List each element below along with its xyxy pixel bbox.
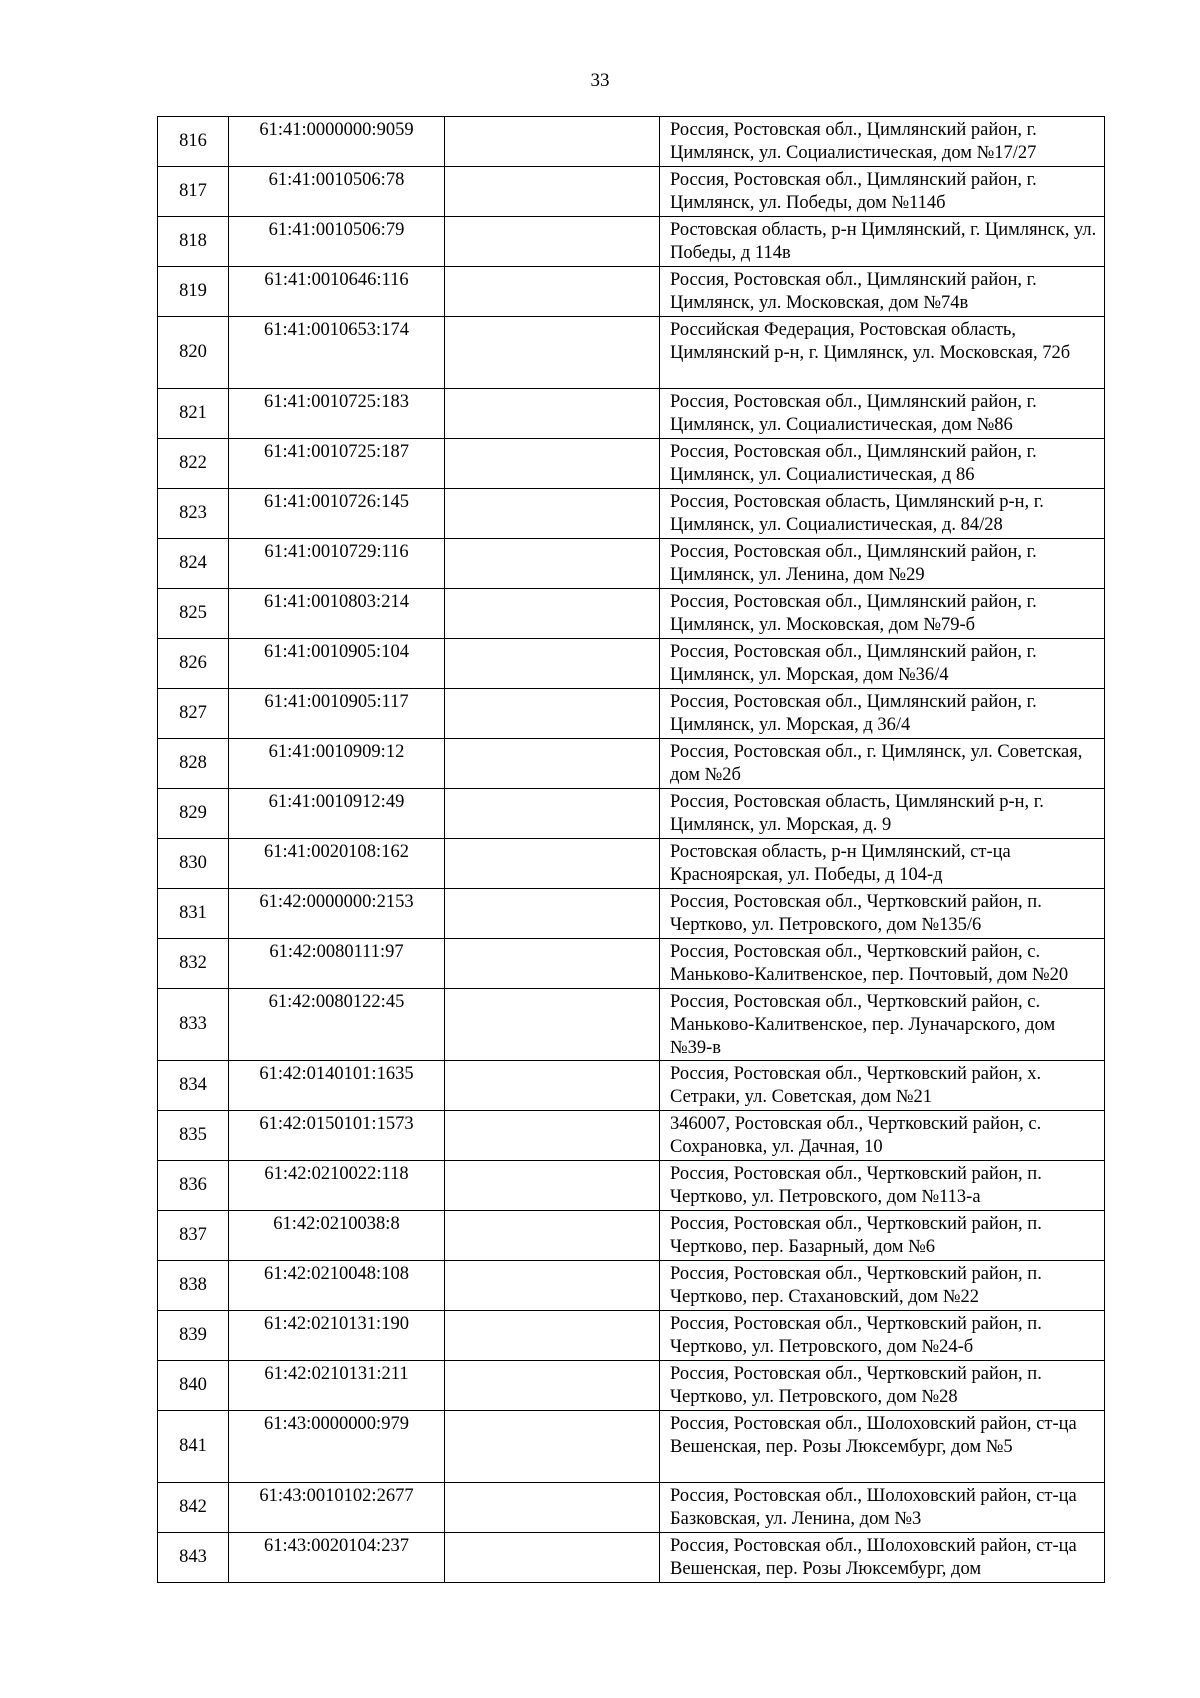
cadastral-number-cell	[229, 1311, 445, 1361]
cadastral-number-text: 61:42:0210022:118	[264, 1164, 409, 1184]
empty-cell	[445, 317, 660, 389]
row-number-cell	[158, 1161, 229, 1211]
row-number-cell	[158, 739, 229, 789]
row-number-text: 833	[179, 1013, 207, 1034]
table-row	[158, 989, 1105, 1061]
address-cell	[660, 1533, 1105, 1583]
cadastral-number-text: 61:41:0010725:187	[264, 442, 409, 462]
table-row	[158, 739, 1105, 789]
empty-cell	[445, 1361, 660, 1411]
address-text: Россия, Ростовская обл., Чертковский район, п. Чертково, ул. Петровского, дом №135/6	[670, 892, 1042, 935]
empty-cell	[445, 989, 660, 1061]
cadastral-number-cell	[229, 789, 445, 839]
table-row	[158, 167, 1105, 217]
cadastral-number-cell	[229, 167, 445, 217]
table-row	[158, 789, 1105, 839]
cadastral-number-cell	[229, 739, 445, 789]
row-number-cell	[158, 939, 229, 989]
cadastral-number-text: 61:43:0010102:2677	[259, 1486, 414, 1506]
table-row	[158, 439, 1105, 489]
address-text: Россия, Ростовская обл., Цимлянский район, г. Цимлянск, ул. Социалистическая, дом №86	[670, 392, 1037, 435]
cadastral-number-text: 61:42:0210048:108	[264, 1264, 409, 1284]
address-text: Россия, Ростовская обл., Цимлянский район, г. Цимлянск, ул. Московская, дом №79-б	[670, 592, 1037, 635]
cadastral-number-cell	[229, 1211, 445, 1261]
empty-cell	[445, 589, 660, 639]
cadastral-number-cell	[229, 589, 445, 639]
row-number-text: 830	[179, 852, 207, 873]
cadastral-number-cell	[229, 689, 445, 739]
empty-cell	[445, 889, 660, 939]
row-number-text: 841	[179, 1435, 207, 1456]
address-text: Россия, Ростовская обл., Шолоховский район, ст-ца Вешенская, пер. Розы Люксембург, дом	[670, 1536, 1077, 1579]
address-cell	[660, 1311, 1105, 1361]
table-row	[158, 1411, 1105, 1483]
table-row	[158, 267, 1105, 317]
cadastral-number-text: 61:41:0010909:12	[268, 742, 405, 762]
address-text: Россия, Ростовская обл., Чертковский район, п. Чертково, пер. Базарный, дом №6	[670, 1214, 1042, 1257]
address-text: Россия, Ростовская область, Цимлянский р-н, г. Цимлянск, ул. Социалистическая, д. 84/28	[670, 492, 1044, 535]
table-row	[158, 1361, 1105, 1411]
cadastral-number-text: 61:41:0010905:104	[264, 642, 409, 662]
cadastral-number-cell	[229, 1483, 445, 1533]
row-number-text: 822	[179, 452, 207, 473]
cadastral-number-text: 61:42:0080111:97	[269, 942, 404, 962]
row-number-text: 818	[179, 230, 207, 251]
row-number-text: 821	[179, 402, 207, 423]
address-cell	[660, 689, 1105, 739]
table-row	[158, 1261, 1105, 1311]
address-text: Россия, Ростовская обл., г. Цимлянск, ул. Советская, дом №2б	[670, 742, 1083, 785]
address-text: Россия, Ростовская обл., Цимлянский район, г. Цимлянск, ул. Победы, дом №114б	[670, 170, 1037, 213]
empty-cell	[445, 639, 660, 689]
empty-cell	[445, 839, 660, 889]
row-number-cell	[158, 167, 229, 217]
empty-cell	[445, 1111, 660, 1161]
cadastral-number-text: 61:42:0080122:45	[268, 992, 405, 1012]
table-row	[158, 489, 1105, 539]
address-cell	[660, 739, 1105, 789]
cadastral-number-text: 61:41:0010905:117	[264, 692, 409, 712]
cadastral-number-cell	[229, 939, 445, 989]
cadastral-number-cell	[229, 439, 445, 489]
row-number-text: 823	[179, 502, 207, 523]
address-cell	[660, 539, 1105, 589]
address-text: Россия, Ростовская обл., Чертковский район, п. Чертково, ул. Петровского, дом №24-б	[670, 1314, 1042, 1357]
cadastral-number-cell	[229, 1161, 445, 1211]
cadastral-number-text: 61:41:0010725:183	[264, 392, 409, 412]
property-table	[157, 116, 1105, 1583]
cadastral-number-text: 61:41:0010912:49	[268, 792, 405, 812]
row-number-text: 819	[179, 280, 207, 301]
row-number-cell	[158, 639, 229, 689]
address-text: Россия, Ростовская обл., Цимлянский район, г. Цимлянск, ул. Социалистическая, дом №17/27	[670, 120, 1037, 163]
row-number-text: 824	[179, 552, 207, 573]
cadastral-number-text: 61:42:0210131:190	[264, 1314, 409, 1334]
row-number-cell	[158, 1483, 229, 1533]
address-cell	[660, 217, 1105, 267]
address-text: Россия, Ростовская обл., Чертковский район, п. Чертково, пер. Стахановский, дом №22	[670, 1264, 1042, 1307]
cadastral-number-cell	[229, 489, 445, 539]
address-cell	[660, 439, 1105, 489]
empty-cell	[445, 1261, 660, 1311]
row-number-text: 817	[179, 180, 207, 201]
address-text: Россия, Ростовская обл., Цимлянский район, г. Цимлянск, ул. Ленина, дом №29	[670, 542, 1037, 585]
row-number-cell	[158, 317, 229, 389]
cadastral-number-cell	[229, 267, 445, 317]
row-number-text: 837	[179, 1224, 207, 1245]
empty-cell	[445, 689, 660, 739]
table-row	[158, 389, 1105, 439]
table-row	[158, 1111, 1105, 1161]
cadastral-number-text: 61:42:0000000:2153	[259, 892, 414, 912]
address-text: Россия, Ростовская обл., Шолоховский район, ст-ца Вешенская, пер. Розы Люксембург, дом №5	[670, 1414, 1077, 1457]
address-cell	[660, 1483, 1105, 1533]
table-row	[158, 1161, 1105, 1211]
row-number-text: 820	[179, 341, 207, 362]
cadastral-number-text: 61:41:0010653:174	[264, 320, 409, 340]
row-number-cell	[158, 1311, 229, 1361]
table-row	[158, 589, 1105, 639]
address-cell	[660, 389, 1105, 439]
address-cell	[660, 889, 1105, 939]
row-number-text: 825	[179, 602, 207, 623]
table-body	[158, 117, 1105, 1583]
address-cell	[660, 267, 1105, 317]
row-number-text: 827	[179, 702, 207, 723]
cadastral-number-cell	[229, 639, 445, 689]
empty-cell	[445, 489, 660, 539]
address-text: Россия, Ростовская обл., Чертковский район, п. Чертково, ул. Петровского, дом №28	[670, 1364, 1042, 1407]
address-text: Россия, Ростовская обл., Шолоховский район, ст-ца Базковская, ул. Ленина, дом №3	[670, 1486, 1077, 1529]
cadastral-number-cell	[229, 1361, 445, 1411]
address-text: Российская Федерация, Ростовская область, Цимлянский р-н, г. Цимлянск, ул. Московская, 72б	[670, 320, 1071, 363]
table-row	[158, 1061, 1105, 1111]
address-text: Россия, Ростовская обл., Чертковский район, с. Маньково-Калитвенское, пер. Почтовый, дом №20	[670, 942, 1069, 985]
row-number-cell	[158, 439, 229, 489]
address-text: Ростовская область, р-н Цимлянский, г. Цимлянск, ул. Победы, д 114в	[670, 220, 1097, 263]
row-number-cell	[158, 1261, 229, 1311]
row-number-cell	[158, 839, 229, 889]
address-text: Россия, Ростовская область, Цимлянский р-н, г. Цимлянск, ул. Морская, д. 9	[670, 792, 1044, 835]
cadastral-number-text: 61:42:0210038:8	[273, 1214, 400, 1234]
address-cell	[660, 1161, 1105, 1211]
row-number-cell	[158, 117, 229, 167]
row-number-text: 829	[179, 802, 207, 823]
empty-cell	[445, 739, 660, 789]
table-row	[158, 639, 1105, 689]
address-cell	[660, 789, 1105, 839]
address-text: 346007, Ростовская обл., Чертковский район, с. Сохрановка, ул. Дачная, 10	[670, 1114, 1042, 1157]
address-cell	[660, 639, 1105, 689]
row-number-text: 838	[179, 1274, 207, 1295]
table-row	[158, 317, 1105, 389]
empty-cell	[445, 789, 660, 839]
address-cell	[660, 117, 1105, 167]
cadastral-number-cell	[229, 1111, 445, 1161]
address-text: Россия, Ростовская обл., Цимлянский район, г. Цимлянск, ул. Морская, дом №36/4	[670, 642, 1037, 685]
row-number-text: 843	[179, 1546, 207, 1567]
table-row	[158, 117, 1105, 167]
row-number-cell	[158, 1533, 229, 1583]
row-number-text: 839	[179, 1324, 207, 1345]
cadastral-number-text: 61:43:0020104:237	[264, 1536, 409, 1556]
address-text: Россия, Ростовская обл., Цимлянский район, г. Цимлянск, ул. Морская, д 36/4	[670, 692, 1037, 735]
address-cell	[660, 1411, 1105, 1483]
address-cell	[660, 1261, 1105, 1311]
address-text: Россия, Ростовская обл., Чертковский район, п. Чертково, ул. Петровского, дом №113-а	[670, 1164, 1042, 1207]
address-text: Россия, Ростовская обл., Цимлянский район, г. Цимлянск, ул. Московская, дом №74в	[670, 270, 1037, 313]
row-number-text: 832	[179, 952, 207, 973]
cadastral-number-text: 61:43:0000000:979	[264, 1414, 409, 1434]
cadastral-number-cell	[229, 317, 445, 389]
empty-cell	[445, 539, 660, 589]
row-number-cell	[158, 1361, 229, 1411]
address-cell	[660, 1111, 1105, 1161]
address-text: Ростовская область, р-н Цимлянский, ст-ца Красноярская, ул. Победы, д 104-д	[670, 842, 1011, 885]
address-cell	[660, 939, 1105, 989]
empty-cell	[445, 167, 660, 217]
address-cell	[660, 317, 1105, 389]
row-number-text: 840	[179, 1374, 207, 1395]
empty-cell	[445, 117, 660, 167]
empty-cell	[445, 267, 660, 317]
row-number-cell	[158, 489, 229, 539]
table-row	[158, 539, 1105, 589]
cadastral-number-text: 61:42:0210131:211	[264, 1364, 409, 1384]
row-number-text: 835	[179, 1124, 207, 1145]
row-number-cell	[158, 989, 229, 1061]
empty-cell	[445, 389, 660, 439]
address-cell	[660, 1211, 1105, 1261]
empty-cell	[445, 217, 660, 267]
empty-cell	[445, 1483, 660, 1533]
cadastral-number-cell	[229, 839, 445, 889]
cadastral-number-cell	[229, 539, 445, 589]
cadastral-number-cell	[229, 1261, 445, 1311]
page-number: 33	[590, 70, 610, 91]
cadastral-number-text: 61:42:0150101:1573	[259, 1114, 414, 1134]
table-row	[158, 1483, 1105, 1533]
address-text: Россия, Ростовская обл., Цимлянский район, г. Цимлянск, ул. Социалистическая, д 86	[670, 442, 1037, 485]
row-number-cell	[158, 1061, 229, 1111]
address-cell	[660, 839, 1105, 889]
row-number-text: 831	[179, 902, 207, 923]
address-cell	[660, 1061, 1105, 1111]
cadastral-number-text: 61:41:0010506:79	[268, 220, 405, 240]
cadastral-number-cell	[229, 389, 445, 439]
row-number-cell	[158, 789, 229, 839]
row-number-cell	[158, 267, 229, 317]
row-number-text: 826	[179, 652, 207, 673]
row-number-text: 842	[179, 1496, 207, 1517]
cadastral-number-cell	[229, 217, 445, 267]
cadastral-number-cell	[229, 989, 445, 1061]
cadastral-number-text: 61:41:0020108:162	[264, 842, 409, 862]
row-number-cell	[158, 1411, 229, 1483]
empty-cell	[445, 1211, 660, 1261]
cadastral-number-cell	[229, 1411, 445, 1483]
cadastral-number-cell	[229, 889, 445, 939]
table-row	[158, 1533, 1105, 1583]
row-number-cell	[158, 1111, 229, 1161]
row-number-text: 816	[179, 130, 207, 151]
cadastral-number-text: 61:41:0010803:214	[264, 592, 409, 612]
table-row	[158, 839, 1105, 889]
empty-cell	[445, 939, 660, 989]
address-cell	[660, 989, 1105, 1061]
address-cell	[660, 589, 1105, 639]
cadastral-number-text: 61:41:0000000:9059	[259, 120, 414, 140]
table-row	[158, 217, 1105, 267]
row-number-text: 828	[179, 752, 207, 773]
cadastral-number-text: 61:41:0010726:145	[264, 492, 409, 512]
cadastral-number-text: 61:41:0010506:78	[268, 170, 405, 190]
row-number-text: 836	[179, 1174, 207, 1195]
table-row	[158, 689, 1105, 739]
address-cell	[660, 489, 1105, 539]
cadastral-number-cell	[229, 117, 445, 167]
empty-cell	[445, 1411, 660, 1483]
row-number-cell	[158, 539, 229, 589]
row-number-cell	[158, 389, 229, 439]
table-row	[158, 889, 1105, 939]
table-row	[158, 1311, 1105, 1361]
address-text: Россия, Ростовская обл., Чертковский район, х. Сетраки, ул. Советская, дом №21	[670, 1064, 1042, 1107]
empty-cell	[445, 1533, 660, 1583]
row-number-cell	[158, 217, 229, 267]
address-cell	[660, 1361, 1105, 1411]
empty-cell	[445, 439, 660, 489]
table-row	[158, 939, 1105, 989]
cadastral-number-cell	[229, 1533, 445, 1583]
address-cell	[660, 167, 1105, 217]
row-number-cell	[158, 589, 229, 639]
empty-cell	[445, 1061, 660, 1111]
address-text: Россия, Ростовская обл., Чертковский район, с. Маньково-Калитвенское, пер. Луначарского, дом №39-в	[670, 992, 1056, 1058]
empty-cell	[445, 1311, 660, 1361]
table-row	[158, 1211, 1105, 1261]
row-number-text: 834	[179, 1074, 207, 1095]
row-number-cell	[158, 689, 229, 739]
row-number-cell	[158, 1211, 229, 1261]
cadastral-number-cell	[229, 1061, 445, 1111]
cadastral-number-text: 61:41:0010646:116	[264, 270, 409, 290]
empty-cell	[445, 1161, 660, 1211]
cadastral-number-text: 61:41:0010729:116	[264, 542, 409, 562]
cadastral-number-text: 61:42:0140101:1635	[259, 1064, 414, 1084]
row-number-cell	[158, 889, 229, 939]
